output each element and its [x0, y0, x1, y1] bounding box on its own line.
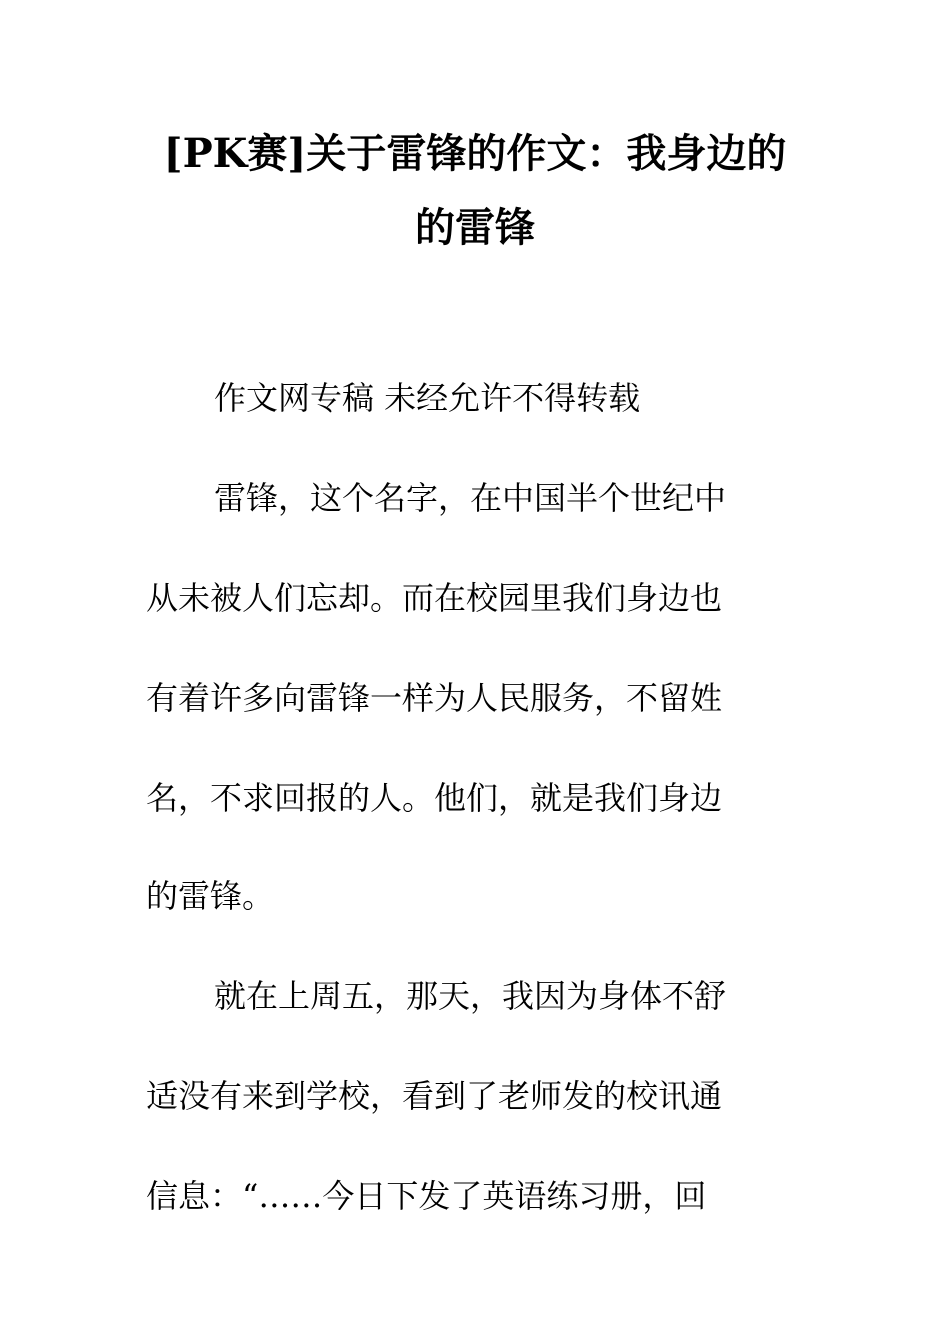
byline-text: 作文网专稿 未经允许不得转载	[214, 379, 641, 417]
paragraph-line: 名，不求回报的人。他们，就是我们身边	[146, 779, 723, 817]
paragraph-line: 适没有来到学校，看到了老师发的校讯通	[146, 1077, 723, 1115]
paragraph-line: 从未被人们忘却。而在校园里我们身边也	[146, 579, 723, 617]
paragraph-line: 信息：“……今日下发了英语练习册，回	[146, 1177, 707, 1215]
paragraph-line: 有着许多向雷锋一样为人民服务，不留姓	[146, 679, 723, 717]
paragraph-line: 雷锋，这个名字，在中国半个世纪中	[214, 479, 727, 517]
document-title-line-1: [PK赛]关于雷锋的作文：我身边的	[163, 130, 787, 177]
paragraph-line: 的雷锋。	[146, 877, 275, 915]
paragraph-line: 就在上周五，那天，我因为身体不舒	[214, 977, 727, 1015]
document-title-line-2: 的雷锋	[415, 204, 535, 251]
